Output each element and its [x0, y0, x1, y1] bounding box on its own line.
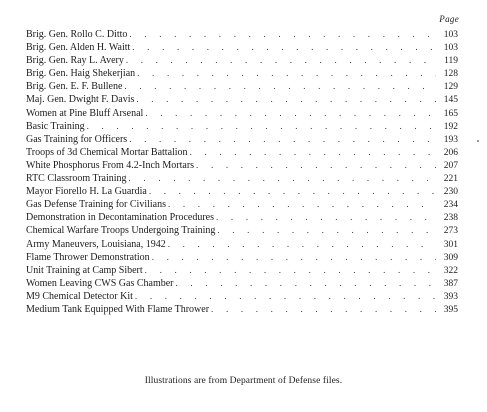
illustration-title: Women Leaving CWS Gas Chamber	[26, 277, 174, 289]
dot-leader	[211, 303, 436, 316]
page-number: 309	[443, 252, 458, 263]
illustration-entry	[26, 198, 458, 211]
dot-leader	[137, 67, 436, 80]
illustration-entry	[26, 172, 458, 185]
dot-leader	[196, 159, 436, 172]
page-number: 301	[443, 239, 458, 250]
page-number: 103	[443, 43, 458, 54]
dot-leader	[87, 120, 436, 133]
illustration-entry	[26, 133, 458, 146]
dot-leader	[216, 211, 436, 224]
dot-leader	[129, 28, 436, 41]
illustration-title: Maj. Gen. Dwight F. Davis	[26, 94, 135, 106]
page-number: 322	[443, 265, 458, 276]
dot-leader	[176, 277, 437, 290]
page-number: 129	[443, 82, 458, 93]
page-number: 395	[443, 304, 458, 315]
page-number: 230	[443, 187, 458, 198]
illustration-entry	[26, 159, 458, 172]
illustration-title: Gas Defense Training for Civilians	[26, 199, 166, 211]
illustration-entry	[26, 238, 458, 251]
page-number: 145	[443, 95, 458, 106]
illustration-entry	[26, 107, 458, 120]
dot-leader	[136, 93, 436, 106]
page-column-label: Page	[439, 14, 459, 24]
margin-speck	[477, 140, 479, 142]
illustration-entry	[26, 120, 458, 133]
illustration-entry	[26, 277, 458, 290]
dot-leader	[145, 264, 436, 277]
page-number: 119	[444, 56, 458, 67]
illustration-title: Mayor Fiorello H. La Guardia	[26, 186, 147, 198]
dot-leader	[217, 224, 436, 237]
illustration-entry	[26, 211, 458, 224]
page-number: 387	[443, 278, 458, 289]
illustration-entry	[26, 224, 458, 237]
page-number: 206	[443, 147, 458, 158]
illustration-entry	[26, 290, 458, 303]
illustration-title: Flame Thrower Demonstration	[26, 251, 150, 263]
page-number: 234	[443, 200, 458, 211]
illustration-title: RTC Classroom Training	[26, 173, 127, 185]
dot-leader	[135, 290, 436, 303]
illustration-title: Gas Training for Officers	[26, 133, 128, 145]
dot-leader	[129, 172, 436, 185]
illustration-title: Brig. Gen. Haig Shekerjian	[26, 68, 136, 80]
illustration-title: M9 Chemical Detector Kit	[26, 290, 133, 302]
illustration-entry	[26, 251, 458, 264]
page-number: 238	[443, 213, 458, 224]
page-number: 393	[443, 291, 458, 302]
illustration-title: Unit Training at Camp Sibert	[26, 264, 143, 276]
illustration-title: Brig. Gen. Ray L. Avery	[26, 55, 124, 67]
illustration-entry	[26, 93, 458, 106]
dot-leader	[126, 54, 436, 67]
illustrations-list	[26, 28, 458, 316]
illustration-title: Troops of 3d Chemical Mortar Battalion	[26, 146, 188, 158]
illustration-entry	[26, 28, 458, 41]
page-number: 193	[443, 134, 458, 145]
dot-leader	[152, 251, 436, 264]
dot-leader	[149, 185, 436, 198]
dot-leader	[132, 41, 436, 54]
illustration-title: Demonstration in Decontamination Procedures	[26, 212, 215, 224]
illustration-entry	[26, 67, 458, 80]
page-number: 221	[443, 174, 458, 185]
illustration-title: Brig. Gen. Alden H. Waitt	[26, 42, 131, 54]
dot-leader	[168, 238, 436, 251]
illustration-title: Medium Tank Equipped With Flame Thrower	[26, 303, 210, 315]
dot-leader	[168, 198, 436, 211]
dot-leader	[124, 80, 436, 93]
illustration-title: Basic Training	[26, 120, 85, 132]
footer-note: Illustrations are from Department of Defense files.	[144, 376, 343, 386]
page-number: 273	[443, 226, 458, 237]
page-number: 207	[443, 160, 458, 171]
illustration-title: Chemical Warfare Troops Undergoing Training	[26, 225, 216, 237]
dot-leader	[129, 133, 436, 146]
illustration-entry	[26, 264, 458, 277]
dot-leader	[190, 146, 436, 159]
illustration-entry	[26, 303, 458, 316]
illustration-title: Army Maneuvers, Louisiana, 1942	[26, 238, 166, 250]
dot-leader	[145, 107, 436, 120]
illustration-title: Brig. Gen. Rollo C. Ditto	[26, 29, 128, 40]
page-number: 192	[443, 121, 458, 132]
illustration-title: Brig. Gen. E. F. Bullene	[26, 81, 123, 93]
illustration-entry	[26, 54, 458, 67]
page-number: 128	[443, 69, 458, 80]
illustration-title: Women at Pine Bluff Arsenal	[26, 107, 144, 119]
page-number: 103	[443, 30, 458, 40]
page-number: 165	[443, 108, 458, 119]
illustration-title: White Phosphorus From 4.2-Inch Mortars	[26, 159, 195, 171]
illustration-entry	[26, 146, 458, 159]
illustration-entry	[26, 80, 458, 93]
illustration-entry	[26, 185, 458, 198]
illustration-entry	[26, 41, 458, 54]
